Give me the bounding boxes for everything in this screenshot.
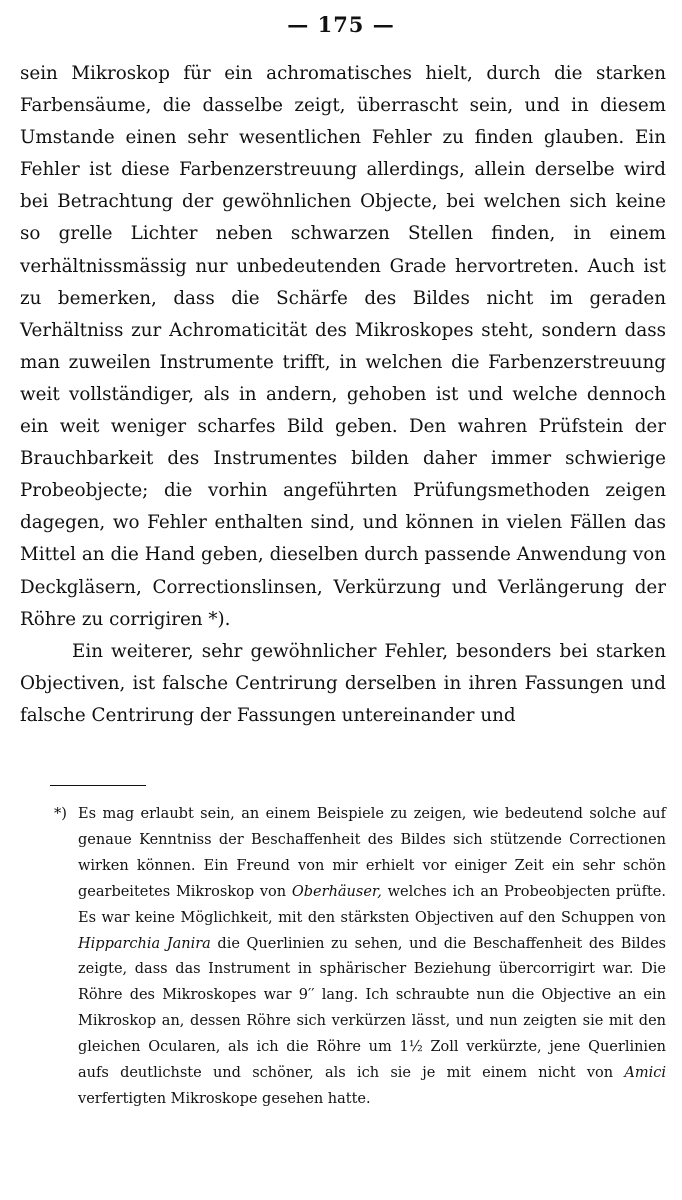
page-number: — 175 — <box>287 12 395 37</box>
footnote-italic-oberhaeuser: Oberhäuser, <box>291 883 382 900</box>
footnote <box>54 802 666 1113</box>
footnote-marker: *) <box>54 806 67 822</box>
footnote-italic-hipparchia: Hipparchia Janira <box>78 935 211 952</box>
footnote-text-4: verfertigten Mikroskope gesehen hatte. <box>78 1090 371 1107</box>
paragraph-2: Ein weiterer, sehr gewöhnlicher Fehler, besonders bei starken Objectiven, ist falsche Centrirung derselben in ihren Fassungen und falsche Centrirung der Fassungen untereinander und <box>20 640 666 726</box>
paragraph-1: sein Mikroskop für ein achromatisches hielt, durch die starken Farbensäume, die dasselbe zeigt, überrascht sein, und in diesem Umstande einen sehr wesentlichen Fehler zu finden glauben. Ein Fehler ist diese Farbenzerstreuung allerdings, allein derselbe wird bei Betrachtung der gewöhnlichen Objecte, bei welchen sich keine so grelle Lichter neben schwarzen Stellen finden, in einem verhältnissmässig nur unbedeutenden Grade hervortreten. Auch ist zu bemerken, dass die Schärfe des Bildes nicht im geraden Verhältniss zur Achromaticität des Mikroskopes steht, sondern dass man zuweilen Instrumente trifft, in welchen die Farbenzerstreuung weit vollständiger, als in andern, gehoben ist und welche dennoch ein weit weniger scharfes Bild geben. Den wahren Prüfstein der Brauchbarkeit des Instrumentes bilden daher immer schwierige Probeobjecte; die vorhin angeführten Prüfungsmethoden zeigen dagegen, wo Fehler enthalten sind, und können in vielen Fällen das Mittel an die Hand geben, dieselben durch passende Anwendung von Deckgläsern, Correctionslinsen, Verkürzung und Verlängerung der Röhre zu corrigiren *). <box>20 63 666 630</box>
footnote-separator <box>50 785 146 786</box>
footnote-text-2: welches ich an Probeobjecten prüfte. Es war keine Möglichkeit, mit den stärksten Objectiven auf den Schuppen von <box>78 883 666 926</box>
main-text <box>20 58 666 732</box>
footnote-text-1: Es mag erlaubt sein, an einem Beispiele zu zeigen, wie bedeutend solche auf genaue Kenntniss der Beschaffenheit des Bildes sich stützende Correctionen wirken können. Ein Freund von mir erhielt vor einiger Zeit ein sehr schön gearbeitetes Mikroskop von <box>78 806 666 900</box>
footnote-text-3: die Querlinien zu sehen, und die Beschaffenheit des Bildes zeigte, dass das Instrument in sphärischer Beziehung übercorrigirt war. Die Röhre des Mikroskopes war 9′′ lang. Ich schraubte nun die Objective an ein Mikroskop an, dessen Röhre sich verkürzen lässt, und nun zeigten sie mit den gleichen Ocularen, als ich die Röhre um 1½ Zoll verkürzte, jene Querlinien aufs deutlichste und schöner, als ich sie je mit einem nicht von <box>78 935 666 1082</box>
footnote-italic-amici: Amici <box>624 1065 666 1082</box>
